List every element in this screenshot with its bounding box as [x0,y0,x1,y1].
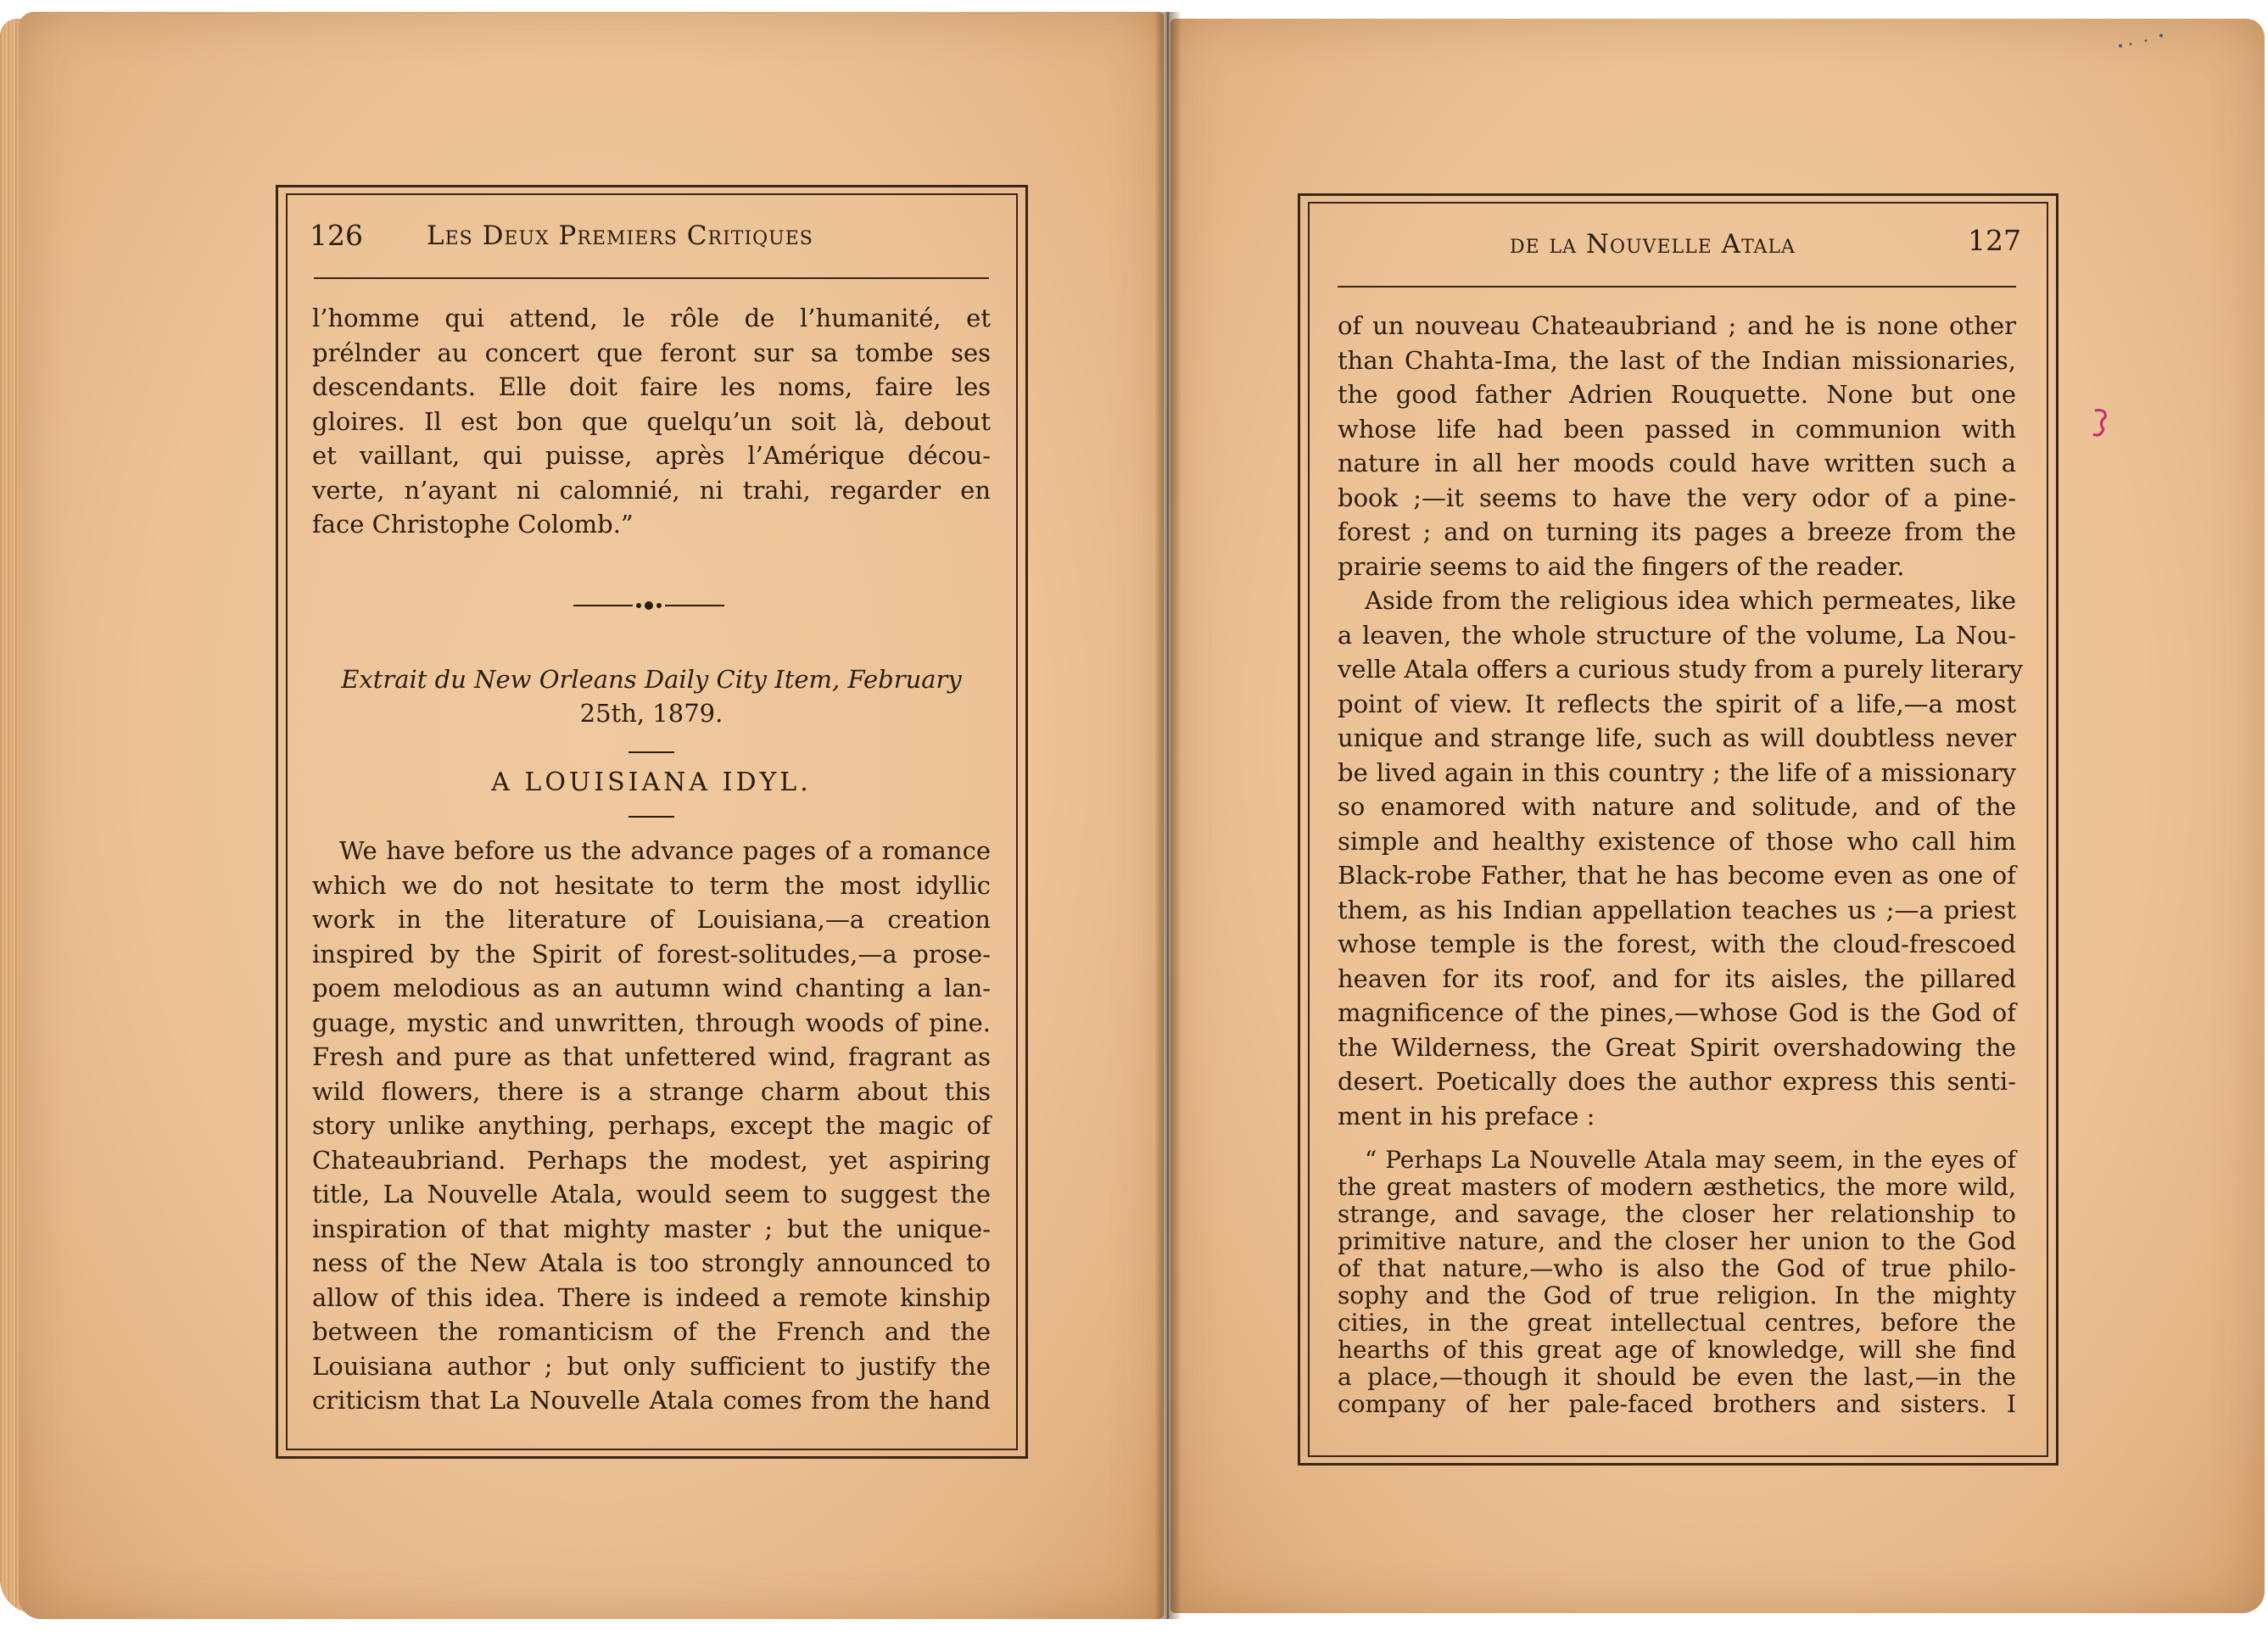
text-line: simple and healthy existence of those who call him [1338,826,2016,856]
text-line: than Chahta-Ima, the last of the Indian missionaries, [1338,345,2016,375]
article-title: A LOUISIANA IDYL. [491,768,812,797]
text-line: guage, mystic and unwritten, through woods of pine. [312,1008,991,1037]
text-line: a leaven, the whole structure of the volume, La Nou- [1338,620,2016,650]
preface-quotation [1338,1147,2016,1418]
text-line: verte, n’ayant ni calomnié, ni trahi, regarder en [312,475,991,505]
text-line: whose life had been passed in communion with [1338,414,2016,444]
text-line: l’homme qui attend, le rôle de l’humanité, et [312,304,991,332]
text-line: et vaillant, qui puisse, après l’Amérique décou- [312,441,991,470]
left-body-text [312,834,991,1418]
text-line: so enamored with nature and solitude, and of the [1338,792,2016,821]
text-line: book ;—it seems to have the very odor of a pine- [1338,483,2016,512]
text-line: velle Atala offers a curious study from a purely literary [1338,655,2024,684]
text-line: prairie seems to aid the fingers of the reader. [1338,551,1905,581]
text-line: Louisiana author ; but only sufficient to justify the [312,1351,991,1381]
quote-line: “ Perhaps La Nouvelle Atala may seem, in the eyes of [1365,1146,2016,1174]
text-line: Fresh and pure as that unfettered wind, fragrant as [312,1042,991,1071]
text-line: gloires. Il est bon que quelqu’un soit là, debout [312,406,991,436]
quote-line: primitive nature, and the closer her union to the God [1338,1227,2016,1255]
right-paragraph-2 [1338,583,2024,1133]
text-line: them, as his Indian appellation teaches us ;—a priest [1338,895,2016,924]
right-page-number: 127 [1968,224,2021,257]
text-line: wild flowers, there is a strange charm about this [312,1076,991,1106]
quote-line: the great masters of modern æsthetics, the more wild, [1338,1173,2016,1201]
book-gutter [1155,12,1181,1619]
text-line: magnificence of the pines,—whose God is the God of [1338,998,2016,1027]
text-line: the good father Adrien Rouquette. None but one [1338,380,2016,409]
fleuron-ornament [573,597,724,614]
quote-line: strange, and savage, the closer her relationship to [1338,1200,2016,1228]
left-running-head: Les Deux Premiers Critiques [427,221,813,251]
text-line: prélnder au concert que feront sur sa tombe ses [312,338,991,367]
text-line: story unlike anything, perhaps, except the magic of [312,1111,991,1140]
quote-line: company of her pale-faced brothers and sisters. I [1338,1390,2016,1418]
quote-line: of that nature,—who is also the God of true philo- [1338,1254,2016,1282]
text-line: ment in his preface : [1338,1101,1595,1131]
right-head-rule [1338,286,2016,288]
title-rule-top [628,751,674,753]
text-line: forest ; and on turning its pages a breeze from the [1338,517,2016,546]
text-line: title, La Nouvelle Atala, would seem to suggest the [312,1180,991,1209]
text-line: descendants. Elle doit faire les noms, faire les [312,372,991,401]
text-line: Black-robe Father, that he has become even as one of [1338,861,2016,890]
left-top-text [312,301,991,542]
text-line: unique and strange life, such as will doubtless never [1338,723,2016,752]
text-line: of un nouveau Chateaubriand ; and he is none other [1338,311,2016,340]
red-ink-mark [2092,407,2112,441]
text-line: which we do not hesitate to term the most idyllic [312,870,991,900]
text-line: allow of this idea. There is indeed a remote kinship [312,1282,991,1312]
source-line-1: Extrait du New Orleans Daily City Item, February [341,665,962,694]
text-line: the Wilderness, the Great Spirit overshadowing the [1338,1032,2016,1062]
source-line-2: 25th, 1879. [579,699,723,728]
text-line: criticism that La Nouvelle Atala comes from the hand [312,1386,991,1415]
quote-line: sophy and the God of true religion. In the mighty [1338,1281,2016,1309]
text-line: nature in all her moods could have written such a [1338,449,2016,477]
text-line: point of view. It reflects the spirit of a life,—a most [1338,689,2016,718]
left-head-rule [314,277,989,279]
quote-line: a place,—though it should be even the last,—in the [1338,1363,2016,1391]
text-line: inspired by the Spirit of forest-solitudes,—a prose- [312,939,991,969]
left-page-number: 126 [310,219,363,252]
text-line: inspiration of that mighty master ; but the unique- [312,1214,991,1243]
right-paragraph-1 [1338,309,2016,583]
quote-line: hearths of this great age of knowledge, will she find [1338,1336,2016,1364]
text-line: Aside from the religious idea which permeates, like [1365,586,2016,615]
title-rule-bottom [628,816,674,818]
text-line: be lived again in this country ; the life of a missionary [1338,757,2016,787]
text-line: work in the literature of Louisiana,—a creation [312,905,991,934]
text-line: Chateaubriand. Perhaps the modest, yet aspiring [312,1145,991,1175]
text-line: whose temple is the forest, with the cloud-frescoed [1338,930,2016,958]
text-line: We have before us the advance pages of a romance [339,836,991,865]
text-line: heaven for its roof, and for its aisles, the pillared [1338,963,2016,993]
quote-line: cities, in the great intellectual centres, before the [1338,1309,2016,1337]
text-line: face Christophe Colomb.” [312,510,634,539]
ink-smudge [2112,29,2180,54]
text-line: between the romanticism of the French and the [312,1317,991,1346]
right-running-head: de la Nouvelle Atala [1510,229,1796,260]
text-line: poem melodious as an autumn wind chanting a lan- [312,974,991,1002]
text-line: ness of the New Atala is too strongly announced to [312,1248,991,1277]
text-line: desert. Poetically does the author express this senti- [1338,1067,2016,1096]
